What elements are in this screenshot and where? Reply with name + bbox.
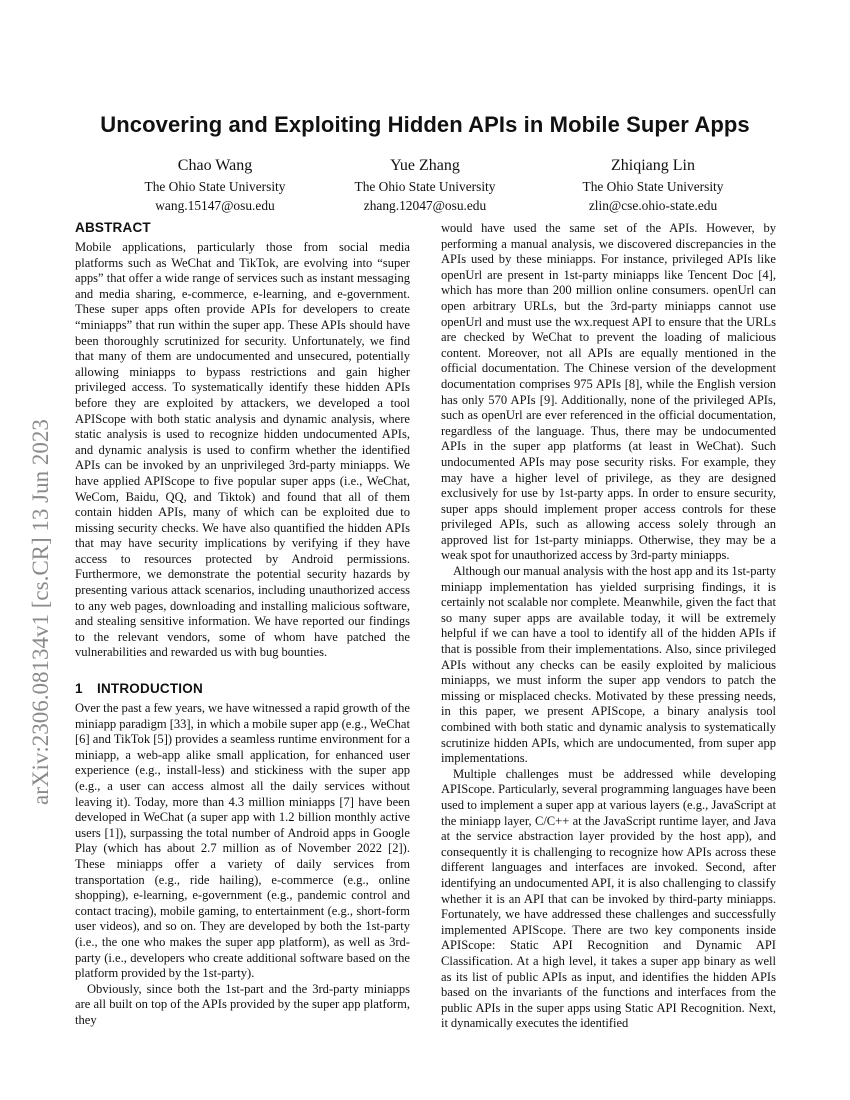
arxiv-identifier-text: arXiv:2306.08134v1 [cs.CR] 13 Jun 2023 xyxy=(28,419,53,805)
arxiv-identifier-stamp xyxy=(18,295,58,815)
section-number: 1 xyxy=(75,681,83,697)
right-paragraph-3: Multiple challenges must be addressed while developing APIScope. Particularly, several programming languages have been used to implement a super app at various layers (e.g., JavaScript at the miniapp layer, C/C++ at the JavaScript runtime layer, and Java at the service abstraction layer provided by the host app), and consequently it is challenging to recognize how APIs across these different languages and interfaces are invoked. Second, after identifying an undocumented API, it is also challenging to classify whether it is an API that can be invoked by third-party miniapps. Fortunately, we have addressed these challenges and successfully implemented APIScope. There are two key components inside APIScope: Static API Recognition and Dynamic API Classification. At a high level, it takes a super app binary as well as its list of public APIs as input, and identifies the hidden APIs based on the invariants of the functions and interfaces from the public APIs in the super apps using Static API Recognition. Next, it dynamically executes the identified xyxy=(441,766,776,1031)
author-affiliation: The Ohio State University xyxy=(144,179,286,194)
right-paragraph-2: Although our manual analysis with the host app and its 1st-party miniapp implementation has yielded surprising findings, it is certainly not scalable nor complete. Meanwhile, given the fact that so many super apps are available today, it will be extremely helpful if we can have a tool to identify all of the hidden APIs if that is possible from their implementations. Also, since privileged APIs without any checks can be easily exploited by malicious miniapps, we must inform the super app vendors to patch the missing or misplaced checks. Motivated by these pressing needs, in this paper, we present APIScope, a binary analysis tool combined with both static and dynamic analysis to systematically scrutinize hidden APIs, which are undocumented, from super app implementations. xyxy=(441,564,776,766)
abstract-text: Mobile applications, particularly those from social media platforms such as WeChat and TikTok, are evolving into “super apps” that offer a wide range of services such as instant messaging and media sharing, e-commerce, e-learning, and e-government. These super apps often provide APIs for developers to create “miniapps” that run within the super app. These APIs should have been thoroughly scrutinized for security. Unfortunately, we find that many of them are undocumented and unsecured, potentially allowing miniapps to bypass restrictions and gain higher privileged access. To systematically identify these hidden APIs before they are exploited by attackers, we developed a tool APIScope with both static analysis and dynamic analysis, where static analysis is used to recognize hidden undocumented APIs, and dynamic analysis is used to confirm whether the identified APIs can be invoked by an unprivileged 3rd-party miniapps. We have applied APIScope to five popular super apps (i.e., WeChat, WeCom, Baidu, QQ, and Tiktok) and found that all of them contain hidden APIs, many of which can be exploited due to missing security checks. We have also quantified the hidden APIs that may have security implications by verifying if they have access to resources protected by Android permissions. Furthermore, we demonstrate the potential security hazards by presenting various attack scenarios, including unauthorized access to any web pages, downloading and installing malicious software, and stealing sensitive information. We have reported our findings to the relevant vendors, some of whom have patched the vulnerabilities and rewarded us with bug bounties. xyxy=(75,240,410,660)
author-affiliation: The Ohio State University xyxy=(354,179,496,194)
left-column xyxy=(75,220,410,1029)
author-1 xyxy=(95,155,335,215)
section-title: INTRODUCTION xyxy=(97,681,203,697)
author-3 xyxy=(533,155,773,215)
paper-title: Uncovering and Exploiting Hidden APIs in Mobile Super Apps xyxy=(100,112,750,137)
intro-paragraph-2: Obviously, since both the 1st-part and the 3rd-party miniapps are all built on top of the APIs provided by the super app platform, they xyxy=(75,981,410,1027)
abstract-heading: ABSTRACT xyxy=(75,220,151,235)
introduction-heading xyxy=(75,681,410,696)
intro-paragraph-1: Over the past a few years, we have witnessed a rapid growth of the miniapp paradigm [33], in which a mobile super app (e.g., WeChat [6] and TikTok [5]) provides a seamless runtime environment for a miniapp, a web-app alike small application, for enhanced user experience (e.g., install-less) and stickiness with the super app (e.g., a user can access almost all the daily services without leaving it). Today, more than 4.3 million miniapps [7] have been developed in WeChat (a super app with 1.2 billion monthly active users [1]), surpassing the total number of Android apps in Google Play (which has about 2.7 million as of November 2022 [2]). These miniapps offer a variety of daily services from transportation (e.g., ride hailing), e-commerce (e.g., online shopping), e-learning, e-government (e.g., pandemic control and contact tracing), mobile gaming, to entertainment (e.g., short-form user videos), and so on. They are developed by both the 1st-party (i.e., the one who makes the super app platform), as well as 3rd-party (i.e., developers who create additional software based on the platform provided by the 1st-party). xyxy=(75,701,410,981)
right-paragraph-1: would have used the same set of the APIs. However, by performing a manual analysis, we discovered discrepancies in the APIs used by these miniapps. For instance, privileged APIs like openUrl are present in 1st-party miniapps like Tencent Doc [4], which has more than 200 million online consumers. openUrl can open arbitrary URLs, but the 3rd-party miniapps cannot use openUrl and must use the wx.request API to ensure that the URLs are checked by WeChat to prevent the loading of malicious content. Moreover, not all APIs are equally mentioned in the official documentation. The Chinese version of the development documentation comprises 975 APIs [8], while the English version has only 570 APIs [9]. Additionally, none of the privileged APIs, such as openUrl are ever referenced in the official documentation, regardless of the language. Thus, there may be undocumented APIs in the super app platforms (at least in WeChat). Such undocumented APIs may pose security risks. For example, they may have a higher level of privilege, as they are designed exclusively for use by 1st-party apps. In order to ensure security, super apps should implement proper access controls for these privileged APIs, such as allowing access solely through an approved list for 1st-party miniapps. Otherwise, they may be a weak spot for unauthorized access by 3rd-party miniapps. xyxy=(441,221,776,563)
right-column xyxy=(441,221,776,1032)
author-email: zhang.12047@osu.edu xyxy=(363,198,487,213)
author-affiliation: The Ohio State University xyxy=(582,179,724,194)
author-email: zlin@cse.ohio-state.edu xyxy=(588,198,718,213)
author-name: Zhiqiang Lin xyxy=(611,157,695,174)
author-email: wang.15147@osu.edu xyxy=(155,198,275,213)
author-name: Chao Wang xyxy=(177,157,253,174)
author-2 xyxy=(305,155,545,215)
author-name: Yue Zhang xyxy=(390,157,460,174)
